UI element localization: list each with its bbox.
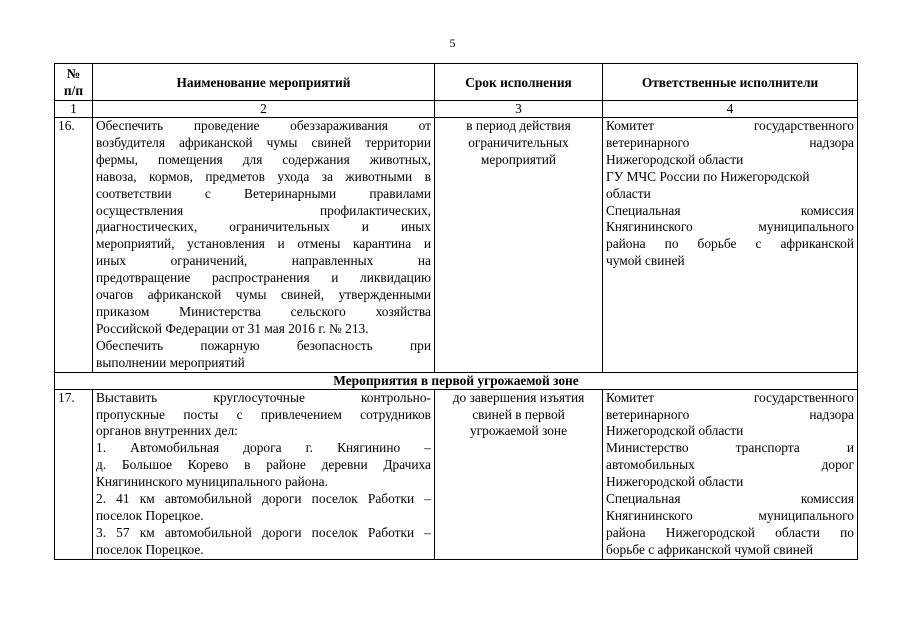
text-line: области <box>606 185 651 201</box>
text-line: возбудителя африканской чумы свиней территории <box>96 134 431 150</box>
column-number: 1 <box>55 101 93 118</box>
page-number: 5 <box>449 36 456 50</box>
column-number: 4 <box>603 101 858 118</box>
header-resp: Ответственные исполнители <box>603 64 858 101</box>
row-number: 17. <box>55 389 93 559</box>
text-line: поселок Порецкое. <box>96 507 204 523</box>
text-line: Обеспечить проведение обеззараживания от <box>96 118 431 133</box>
header-num-line: п/п <box>63 83 84 98</box>
column-number: 2 <box>93 101 435 118</box>
text-line: Нижегородской области <box>606 151 744 167</box>
table-row <box>55 118 858 373</box>
text-line: Нижегородской области <box>606 423 744 439</box>
activity-name <box>93 389 435 559</box>
text-line: Комитет государственного <box>606 118 854 133</box>
activities-table <box>54 63 858 560</box>
activity-name <box>93 118 435 373</box>
text-line: ограничительных <box>468 134 569 150</box>
text-line: до завершения изъятия <box>452 389 585 405</box>
text-line: Комитет государственного <box>606 389 854 405</box>
column-numbers-row <box>55 101 858 118</box>
table-header-row <box>55 64 858 101</box>
text-line: диагностических, ограничительных и иных <box>96 219 431 235</box>
text-line: мероприятий, установления и отмены карантина и <box>96 236 431 252</box>
text-line: соответствии с Ветеринарными правилами <box>96 185 431 201</box>
activity-term <box>435 118 603 373</box>
text-line: осуществления профилактических, <box>96 202 431 218</box>
text-line: ветеринарного надзора <box>606 406 854 422</box>
text-line: Княгининского муниципального <box>606 219 854 235</box>
text-line: приказом Министерства сельского хозяйства <box>96 303 431 319</box>
text-line: ветеринарного надзора <box>606 134 854 150</box>
text-line: мероприятий <box>480 151 557 167</box>
text-line: Специальная комиссия <box>606 202 854 218</box>
text-line: Российской Федерации от 31 мая 2016 г. № 213. <box>96 320 369 336</box>
text-line: Княгининского муниципального района. <box>96 474 328 490</box>
zone-heading-row <box>55 372 858 389</box>
activity-term <box>435 389 603 559</box>
header-num-line: № <box>66 66 81 81</box>
text-line: ГУ МЧС России по Нижегородской <box>606 168 810 184</box>
text-line: 3. 57 км автомобильной дороги поселок Работки – <box>96 524 431 540</box>
text-line: выполнении мероприятий <box>96 354 245 370</box>
text-line: Министерство транспорта и <box>606 440 854 456</box>
text-line: борьбе с африканской чумой свиней <box>606 541 814 557</box>
row-number: 16. <box>55 118 93 373</box>
text-line: Специальная комиссия <box>606 491 854 507</box>
text-line: предотвращение распространения и ликвидацию <box>96 270 431 286</box>
text-line: очагов африканской чумы свиней, утвержденными <box>96 287 431 303</box>
text-line: Княгининского муниципального <box>606 507 854 523</box>
header-num <box>55 64 93 101</box>
text-line: чумой свиней <box>606 253 685 269</box>
text-line: 1. Автомобильная дорога г. Княгинино – <box>96 440 431 456</box>
column-number: 3 <box>435 101 603 118</box>
text-line: Обеспечить пожарную безопасность при <box>96 337 431 353</box>
zone-title: Мероприятия в первой угрожаемой зоне <box>55 372 858 389</box>
text-line: навоза, кормов, предметов ухода за животными в <box>96 168 431 184</box>
text-line: автомобильных дорог <box>606 457 854 473</box>
text-line: органов внутренних дел: <box>96 423 238 439</box>
text-line: д. Большое Корево в районе деревни Драчиха <box>96 457 431 473</box>
header-term: Срок исполнения <box>435 64 603 101</box>
text-line: 2. 41 км автомобильной дороги поселок Работки – <box>96 491 431 507</box>
text-line: района по борьбе с африканской <box>606 236 854 252</box>
activity-responsible <box>603 118 858 373</box>
text-line: в период действия <box>466 118 571 133</box>
activity-responsible <box>603 389 858 559</box>
text-line: района Нижегородской области по <box>606 524 854 540</box>
table-row <box>55 389 858 559</box>
text-line: Нижегородской области <box>606 474 744 490</box>
header-name: Наименование мероприятий <box>93 64 435 101</box>
text-line: свиней в первой <box>472 406 565 422</box>
text-line: фермы, помещения для содержания животных, <box>96 151 431 167</box>
text-line: угрожаемой зоне <box>469 423 568 439</box>
text-line: пропускные посты с привлечением сотрудников <box>96 406 431 422</box>
text-line: иных ограничений, направленных на <box>96 253 431 269</box>
text-line: Выставить круглосуточные контрольно- <box>96 389 431 405</box>
text-line: поселок Порецкое. <box>96 541 204 557</box>
